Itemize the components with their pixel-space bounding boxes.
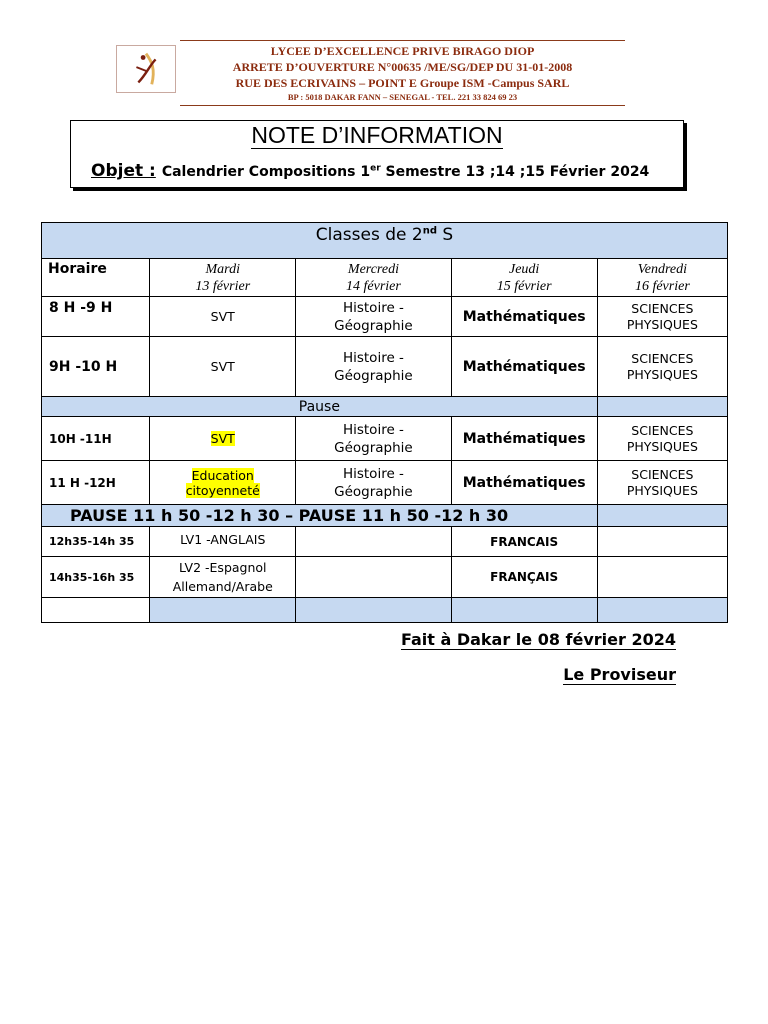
- empty-cell: [296, 527, 451, 557]
- subject-cell: Histoire - Géographie: [296, 461, 451, 505]
- exam-calendar-table: [41, 222, 728, 623]
- subject-cell: Histoire - Géographie: [296, 417, 451, 461]
- subject-cell: Histoire - Géographie: [296, 297, 451, 337]
- objet-text-sup: er: [370, 163, 381, 174]
- school-logo: [116, 45, 176, 93]
- subject-cell: FRANÇAIS: [451, 557, 597, 598]
- school-arrete: ARRETE D’OUVERTURE N°00635 /ME/SG/DEP DU 31-01-2008: [232, 60, 573, 74]
- subject-cell: SCIENCES PHYSIQUES: [597, 461, 727, 505]
- date-signature-line: Fait à Dakar le 08 février 2024: [400, 630, 676, 649]
- day-header-mardi: Mardi 13 février: [150, 259, 296, 297]
- pause-label: Pause: [42, 397, 598, 417]
- subject-cell: SVT: [150, 297, 296, 337]
- empty-cell: [451, 598, 597, 623]
- empty-cell: [597, 527, 727, 557]
- note-box: [70, 120, 684, 188]
- highlighted-subject: SVT: [210, 431, 235, 446]
- subject-cell: LV1 -ANGLAIS: [150, 527, 296, 557]
- empty-cell: [597, 598, 727, 623]
- subject-cell: SCIENCES PHYSIQUES: [597, 417, 727, 461]
- note-objet: [91, 161, 649, 181]
- subject-cell: Mathématiques: [451, 297, 597, 337]
- note-title: NOTE D’INFORMATION: [251, 122, 503, 148]
- day-header-mercredi: Mercredi 14 février: [296, 259, 451, 297]
- empty-cell: [150, 598, 296, 623]
- school-contact: BP : 5018 DAKAR FANN – SENEGAL - TEL. 221 33 824 69 23: [287, 92, 518, 102]
- subject-cell: SVT: [150, 337, 296, 397]
- time-cell: 14h35-16h 35: [42, 557, 150, 598]
- table-row: [42, 557, 728, 598]
- subject-cell: [150, 417, 296, 461]
- objet-label: Objet :: [91, 161, 156, 181]
- day-header-vendredi: Vendredi 16 février: [597, 259, 727, 297]
- empty-cell: [296, 598, 451, 623]
- day-header-row: [42, 259, 728, 297]
- highlighted-subject: Education: [191, 467, 254, 483]
- signatory: Le Proviseur: [563, 665, 676, 684]
- long-pause-label: PAUSE 11 h 50 -12 h 30 – PAUSE 11 h 50 -12 h 30: [42, 505, 598, 527]
- time-cell: 11 H -12H: [42, 461, 150, 505]
- empty-cell: [296, 557, 451, 598]
- pause-empty-cell: [597, 505, 727, 527]
- horaire-header: Horaire: [42, 259, 150, 297]
- table-row: [42, 337, 728, 397]
- time-cell: 12h35-14h 35: [42, 527, 150, 557]
- school-name: LYCEE D’EXCELLENCE PRIVE BIRAGO DIOP: [270, 44, 535, 58]
- table-row: [42, 417, 728, 461]
- subject-cell: Mathématiques: [451, 337, 597, 397]
- time-cell: 10H -11H: [42, 417, 150, 461]
- long-pause-row: [42, 505, 728, 527]
- subject-cell: LV2 -Espagnol Allemand/Arabe: [150, 557, 296, 598]
- time-cell: 8 H -9 H: [42, 297, 150, 337]
- empty-cell: [597, 557, 727, 598]
- pause-empty-cell: [597, 397, 727, 417]
- empty-row: [42, 598, 728, 623]
- day-header-jeudi: Jeudi 15 février: [451, 259, 597, 297]
- table-row: [42, 527, 728, 557]
- table-row: [42, 297, 728, 337]
- objet-text-post: Semestre 13 ;14 ;15 Février 2024: [380, 164, 650, 180]
- class-title-row: [42, 223, 728, 259]
- pause-row: [42, 397, 728, 417]
- subject-cell: Mathématiques: [451, 417, 597, 461]
- subject-cell: SCIENCES PHYSIQUES: [597, 337, 727, 397]
- subject-cell: Histoire - Géographie: [296, 337, 451, 397]
- logo-emblem-icon: [117, 46, 175, 92]
- subject-cell: [150, 461, 296, 505]
- table-row: [42, 461, 728, 505]
- subject-cell: SCIENCES PHYSIQUES: [597, 297, 727, 337]
- objet-text-pre: Calendrier Compositions 1: [161, 164, 371, 180]
- empty-cell: [42, 598, 150, 623]
- subject-cell: Mathématiques: [451, 461, 597, 505]
- time-cell: 9H -10 H: [42, 337, 150, 397]
- school-header: [180, 40, 625, 106]
- subject-cell: FRANCAIS: [451, 527, 597, 557]
- school-address: RUE DES ECRIVAINS – POINT E Groupe ISM -Campus SARL: [235, 76, 570, 90]
- class-title: Classes de 2nd S: [42, 223, 728, 259]
- highlighted-subject: citoyenneté: [185, 482, 260, 498]
